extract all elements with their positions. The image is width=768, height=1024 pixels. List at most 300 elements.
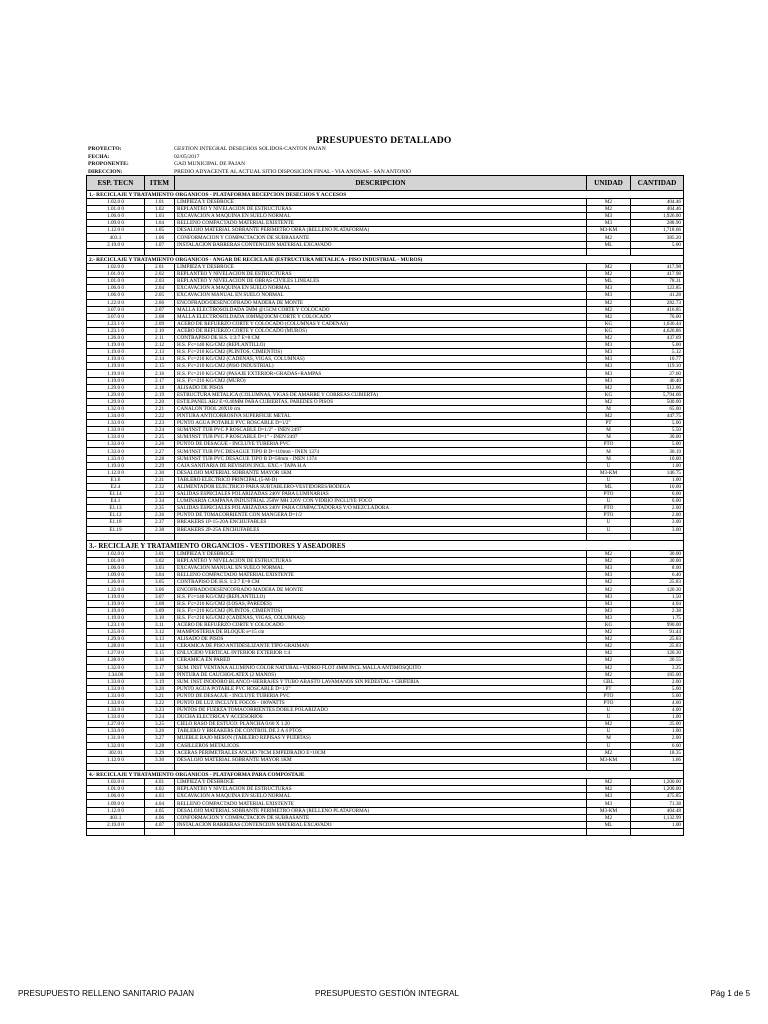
cell-esp-tecn: 1.33.0 0	[87, 678, 145, 685]
cell-cantidad: 417.98	[631, 264, 684, 271]
cell-item: 2.21	[145, 405, 175, 412]
table-row	[87, 206, 684, 213]
cell-item: 2.06	[145, 299, 175, 306]
cell-cantidad: 1.00	[631, 728, 684, 735]
cell-unidad: M3-KM	[587, 807, 631, 814]
cell-descripcion: PUNTO DE TOMACORRIENTE CON MANGERA D=1/2	[175, 512, 587, 519]
cell-item: 2.19	[145, 391, 175, 398]
cell-cantidad: 10.77	[631, 356, 684, 363]
cell-item: 4.06	[145, 814, 175, 821]
cell-esp-tecn: 1.06.0 0	[87, 285, 145, 292]
cell-item: 1.05	[145, 227, 175, 234]
cell-esp-tecn: E1.18	[87, 519, 145, 526]
table-row	[87, 629, 684, 636]
cell-item: 2.32	[145, 483, 175, 490]
table-row	[87, 505, 684, 512]
cell-item: 3.12	[145, 629, 175, 636]
cell-cantidad: 30.19	[631, 448, 684, 455]
cell-cantidad: 6.00	[631, 498, 684, 505]
table-row	[87, 821, 684, 828]
cell-cantidad: 404.48	[631, 807, 684, 814]
cell-esp-tecn: 1.32.0 0	[87, 664, 145, 671]
cell-esp-tecn: E1.19	[87, 526, 145, 533]
project-info	[88, 146, 411, 176]
cell-item: 3.10	[145, 614, 175, 621]
cell-unidad: M3	[587, 285, 631, 292]
cell-unidad: M2	[587, 779, 631, 786]
cell-unidad: M2	[587, 271, 631, 278]
cell-descripcion: SUM/INST TUB PVC P ROSCABLE D=1" - INEN 2497	[175, 434, 587, 441]
table-row	[87, 420, 684, 427]
cell-unidad: PTO	[587, 699, 631, 706]
table-row	[87, 707, 684, 714]
cell-unidad: M2	[587, 814, 631, 821]
cell-esp-tecn: 1.32.0 0	[87, 405, 145, 412]
cell-unidad: M2	[587, 413, 631, 420]
cell-item: 2.28	[145, 455, 175, 462]
cell-cantidad: 5.50	[631, 427, 684, 434]
cell-cantidad: 990.00	[631, 621, 684, 628]
empty-cell	[175, 533, 587, 540]
cell-item: 3.16	[145, 657, 175, 664]
table-row	[87, 370, 684, 377]
section-header-row	[87, 191, 684, 199]
cell-item: 1.03	[145, 213, 175, 220]
table-row	[87, 512, 684, 519]
cell-esp-tecn: 1.19.0 0	[87, 349, 145, 356]
table-row	[87, 621, 684, 628]
cell-descripcion: CONFORMACION Y COMPACTACION DE SUBRASANTE	[175, 814, 587, 821]
table-row	[87, 671, 684, 678]
info-label: FECHA:	[88, 153, 110, 160]
cell-unidad: PTO	[587, 491, 631, 498]
cell-item: 3.18	[145, 671, 175, 678]
cell-descripcion: SUM. INST VENTANA ALUMINIO COLOR NATURAL+VIDRIO FLOT 4MM INCL MALLA ANTIMOSQUITO	[175, 664, 587, 671]
cell-cantidad: 1,718.66	[631, 227, 684, 234]
cell-cantidad: 2.00	[631, 505, 684, 512]
cell-descripcion: CONTRAPISO DE H.S. 1:3:7 E=8 CM	[175, 579, 587, 586]
cell-esp-tecn: 1.09.0 0	[87, 800, 145, 807]
cell-esp-tecn: 1.33.0 0	[87, 455, 145, 462]
cell-esp-tecn: 1.02.0 0	[87, 199, 145, 206]
cell-item: 2.29	[145, 462, 175, 469]
cell-cantidad: 5.00	[631, 441, 684, 448]
cell-esp-tecn: 1.33.0 0	[87, 707, 145, 714]
cell-cantidad: 5.00	[631, 420, 684, 427]
table-row	[87, 614, 684, 621]
table-row	[87, 699, 684, 706]
cell-item: 2.35	[145, 505, 175, 512]
cell-unidad: M	[587, 455, 631, 462]
cell-descripcion: SALIDAS ESPECIALES POLARIZADAS 240V PARA COMPACTADORAS Y/O MEZCLADORA	[175, 505, 587, 512]
cell-descripcion: SUM/INST TUB PVC P ROSCABLE D=1/2" - INEN 2497	[175, 427, 587, 434]
header-cantidad: CANTIDAD	[631, 176, 684, 191]
cell-esp-tecn: 1.33.0 0	[87, 441, 145, 448]
cell-descripcion: SUM/INST TUB PVC DESAGUE TIPO B D=50mm - INEN 1374	[175, 455, 587, 462]
section-header-row	[87, 541, 684, 551]
table-row	[87, 756, 684, 763]
cell-cantidad: 10.00	[631, 483, 684, 490]
cell-descripcion: RELLENO COMPACTADO MATERIAL EXISTENTE	[175, 220, 587, 227]
cell-cantidad: 119.10	[631, 363, 684, 370]
cell-item: 3.15	[145, 650, 175, 657]
table-row	[87, 483, 684, 490]
cell-item: 2.05	[145, 292, 175, 299]
cell-esp-tecn: 1.06.0 0	[87, 292, 145, 299]
cell-descripcion: DUCHA ELECTRICA Y ACCESORIOS	[175, 714, 587, 721]
table-row	[87, 664, 684, 671]
cell-item: 2.14	[145, 356, 175, 363]
cell-esp-tecn: 1.09.0 0	[87, 220, 145, 227]
cell-descripcion: H.S. F'c=210 KG/CM2 (PASAJE EXTERIOR+GRADAS+RAMPAS	[175, 370, 587, 377]
table-row	[87, 600, 684, 607]
info-row	[88, 154, 411, 162]
cell-item: 2.24	[145, 427, 175, 434]
cell-cantidad: 416.85	[631, 306, 684, 313]
cell-item: 3.03	[145, 565, 175, 572]
cell-descripcion: DESALOJO MATERIAL SOBRANTE PERIMETRO OBRA (RELLENO PLATAFORMA)	[175, 807, 587, 814]
cell-item: 1.01	[145, 199, 175, 206]
cell-cantidad: 3.25	[631, 664, 684, 671]
cell-item: 4.07	[145, 821, 175, 828]
cell-esp-tecn: 1.01.0 0	[87, 558, 145, 565]
cell-unidad: U	[587, 714, 631, 721]
cell-descripcion: H.S. F'c=210 KG/CM2 (CADENAS, VIGAS, COLUMNAS)	[175, 356, 587, 363]
cell-item: 2.11	[145, 334, 175, 341]
cell-esp-tecn: 2.19.0 0	[87, 241, 145, 248]
cell-descripcion: CAJA SANITARIA DE REVISION INCL. EXC.+ TAPA H.A	[175, 462, 587, 469]
table-row	[87, 491, 684, 498]
cell-cantidad: 4,626.86	[631, 327, 684, 334]
cell-cantidad: 3.00	[631, 519, 684, 526]
cell-unidad: M3	[587, 342, 631, 349]
cell-descripcion: LIMPIEZA Y DESBROCE	[175, 551, 587, 558]
cell-descripcion: DESALOJO MATERIAL SOBRANTE MAYOR 1KM	[175, 756, 587, 763]
cell-cantidad: 4.00	[631, 707, 684, 714]
table-row	[87, 469, 684, 476]
cell-item: 3.08	[145, 600, 175, 607]
cell-unidad: ML	[587, 278, 631, 285]
table-row	[87, 749, 684, 756]
header-item: ITEM	[145, 176, 175, 191]
table-row	[87, 476, 684, 483]
cell-esp-tecn: 1.31.0 0	[87, 735, 145, 742]
cell-item: 2.09	[145, 320, 175, 327]
cell-item: 2.25	[145, 434, 175, 441]
cell-unidad: M3	[587, 614, 631, 621]
table-row	[87, 334, 684, 341]
cell-esp-tecn: 1.19.0 0	[87, 593, 145, 600]
footer-center-text: PRESUPUESTO GESTIÓN INTEGRAL	[315, 989, 460, 998]
cell-cantidad: 123.85	[631, 285, 684, 292]
cell-unidad: M2	[587, 664, 631, 671]
table-row	[87, 692, 684, 699]
cell-esp-tecn: 1.29.0 0	[87, 636, 145, 643]
cell-unidad: M2	[587, 749, 631, 756]
table-row	[87, 327, 684, 334]
table-row	[87, 391, 684, 398]
section-title: 2.- RECICLAJE Y TRATAMIENTO ORGANICOS - ANGAR DE RECICLAJE (ESTRUCTURA METALICA - PISO INDUSTRIAL - MUROS)	[87, 256, 684, 264]
cell-item: 1.06	[145, 234, 175, 241]
cell-esp-tecn: E4.1	[87, 498, 145, 505]
cell-descripcion: LIMPIEZA Y DESBROCE	[175, 779, 587, 786]
cell-unidad: PTO	[587, 512, 631, 519]
cell-cantidad: 1.50	[631, 593, 684, 600]
cell-unidad: M	[587, 434, 631, 441]
cell-esp-tecn: 1.32.0 0	[87, 742, 145, 749]
empty-cell	[587, 828, 631, 835]
cell-unidad: M3	[587, 213, 631, 220]
budget-table	[86, 175, 684, 836]
cell-cantidad: 25.83	[631, 579, 684, 586]
cell-descripcion: ESTRUCTURA METALICA (COLUMNAS, VIGAS DE AMARRE Y CORREAS CUBIERTA)	[175, 391, 587, 398]
footer-left-text: PRESUPUESTO RELLENO SANITARIO PAJAN	[18, 989, 195, 998]
cell-descripcion: REPLANTEO Y NIVELACION DE ESTRUCTURAS	[175, 786, 587, 793]
cell-descripcion: TABLERO Y BREAKERS DE CONTROL DE 2 A 4 PTOS	[175, 728, 587, 735]
cell-esp-tecn: 1.25.0 0	[87, 629, 145, 636]
cell-descripcion: ACERO DE REFUERZO CORTE Y COLOCADO	[175, 621, 587, 628]
cell-esp-tecn: 1.22.0 0	[87, 586, 145, 593]
cell-descripcion: BREAKERS 2P-25A ENCHUFABLES	[175, 526, 587, 533]
cell-unidad: M2	[587, 586, 631, 593]
table-row	[87, 384, 684, 391]
cell-descripcion: EXCAVACION MANUAL EN SUELO NORMAL	[175, 565, 587, 572]
table-row	[87, 299, 684, 306]
cell-item: 3.09	[145, 607, 175, 614]
table-row	[87, 213, 684, 220]
cell-descripcion: LIMPIEZA Y DESBROCE	[175, 199, 587, 206]
table-body	[87, 191, 684, 836]
cell-descripcion: MAMPOSTERIA DE BLOQUE e=15 cm	[175, 629, 587, 636]
cell-esp-tecn: 1.29.0 0	[87, 384, 145, 391]
cell-cantidad: 6.40	[631, 572, 684, 579]
cell-item: 4.02	[145, 786, 175, 793]
cell-item: 3.19	[145, 678, 175, 685]
cell-esp-tecn: 1.19.0 0	[87, 356, 145, 363]
cell-esp-tecn: 1.22.0 0	[87, 299, 145, 306]
cell-descripcion: ACERO DE REFUERZO CORTE Y COLOCADO (COLUMNAS Y CADENAS)	[175, 320, 587, 327]
cell-cantidad: 1.00	[631, 714, 684, 721]
cell-cantidad: 91.44	[631, 629, 684, 636]
cell-item: 2.12	[145, 342, 175, 349]
cell-item: 3.11	[145, 621, 175, 628]
cell-unidad: M2	[587, 657, 631, 664]
cell-cantidad: 27.60	[631, 370, 684, 377]
cell-unidad: M3	[587, 370, 631, 377]
table-row	[87, 349, 684, 356]
table-row	[87, 565, 684, 572]
cell-unidad: M	[587, 735, 631, 742]
cell-cantidad: 20.55	[631, 657, 684, 664]
spacer-row	[87, 248, 684, 255]
cell-unidad: U	[587, 519, 631, 526]
table-row	[87, 413, 684, 420]
cell-cantidad: 2.00	[631, 512, 684, 519]
table-row	[87, 593, 684, 600]
cell-esp-tecn: E1.6	[87, 476, 145, 483]
cell-descripcion: MUEBLE BAJO MESON (TABLERO REPISAS Y PUERTAS)	[175, 735, 587, 742]
info-row	[88, 161, 411, 169]
cell-unidad: U	[587, 476, 631, 483]
cell-item: 1.02	[145, 206, 175, 213]
cell-item: 2.10	[145, 327, 175, 334]
cell-descripcion: TABLERO ELECTRICO PRINCIPAL (5-M-D)	[175, 476, 587, 483]
table-row	[87, 313, 684, 320]
cell-esp-tecn: 1.27.0 0	[87, 721, 145, 728]
cell-cantidad: 1,132.99	[631, 814, 684, 821]
cell-cantidad: 1.00	[631, 462, 684, 469]
cell-cantidad: 1,636.44	[631, 320, 684, 327]
cell-cantidad: 1.66	[631, 756, 684, 763]
cell-esp-tecn: 1.33.0 0	[87, 728, 145, 735]
cell-item: 2.13	[145, 349, 175, 356]
cell-item: 3.05	[145, 579, 175, 586]
cell-descripcion: ENCOFRADO/DESENCOFRADO MADERA DE MONTE	[175, 586, 587, 593]
info-row	[88, 146, 411, 154]
table-row	[87, 800, 684, 807]
table-row	[87, 462, 684, 469]
cell-item: 3.28	[145, 742, 175, 749]
cell-esp-tecn: 1.19.0 0	[87, 607, 145, 614]
cell-descripcion: SALIDAS ESPECIALES POLARIZADAS 240V PARA LUMINARIAS	[175, 491, 587, 498]
cell-item: 2.26	[145, 441, 175, 448]
cell-esp-tecn: 1.33.0 0	[87, 714, 145, 721]
cell-esp-tecn: 1.28.0 0	[87, 643, 145, 650]
cell-unidad: U	[587, 707, 631, 714]
cell-descripcion: CASILLEROS METALICOS	[175, 742, 587, 749]
cell-cantidad: 1,200.00	[631, 786, 684, 793]
cell-descripcion: MALLA ELECTROSOLDADA 10MM@20CM CORTE Y COLOCADO	[175, 313, 587, 320]
cell-cantidad: 447.75	[631, 413, 684, 420]
cell-item: 1.04	[145, 220, 175, 227]
cell-cantidad: 385.20	[631, 234, 684, 241]
cell-descripcion: CERAMICA DE PISO ANTIDESLIZANTE TIPO GRAIMAN	[175, 643, 587, 650]
cell-unidad: M2	[587, 398, 631, 405]
cell-cantidad: 25.00	[631, 721, 684, 728]
cell-descripcion: CONTRAPISO DE H.S. 1:3:7 E=8 CM	[175, 334, 587, 341]
cell-item: 3.24	[145, 714, 175, 721]
cell-esp-tecn: 1.12.0 0	[87, 756, 145, 763]
spacer-row	[87, 763, 684, 770]
cell-esp-tecn: 1.34.00	[87, 671, 145, 678]
table-row	[87, 779, 684, 786]
cell-cantidad: 5.00	[631, 692, 684, 699]
cell-item: 2.08	[145, 313, 175, 320]
empty-cell	[587, 763, 631, 770]
info-label: PROPONENTE:	[88, 161, 129, 168]
cell-esp-tecn: 1.06.0 0	[87, 565, 145, 572]
cell-item: 3.22	[145, 699, 175, 706]
cell-cantidad: 18.35	[631, 749, 684, 756]
empty-cell	[631, 828, 684, 835]
cell-cantidad: 475.85	[631, 793, 684, 800]
cell-esp-tecn: 1.02.0 0	[87, 264, 145, 271]
cell-descripcion: H.S. F'c=140 KG/CM2 (REPLANTILLO)	[175, 342, 587, 349]
cell-unidad: PT	[587, 685, 631, 692]
cell-item: 2.01	[145, 264, 175, 271]
cell-item: 2.36	[145, 512, 175, 519]
table-row	[87, 558, 684, 565]
cell-cantidad: 120.30	[631, 650, 684, 657]
table-row	[87, 714, 684, 721]
cell-item: 2.30	[145, 469, 175, 476]
cell-item: 2.38	[145, 526, 175, 533]
table-row	[87, 786, 684, 793]
table-header-row	[87, 176, 684, 191]
cell-item: 2.27	[145, 448, 175, 455]
cell-cantidad: 30.00	[631, 551, 684, 558]
header-descripcion: DESCRIPCION	[175, 176, 587, 191]
cell-cantidad: 46.40	[631, 377, 684, 384]
table-row	[87, 320, 684, 327]
cell-item: 2.18	[145, 384, 175, 391]
table-row	[87, 793, 684, 800]
cell-esp-tecn: 1.23.1 0	[87, 327, 145, 334]
cell-cantidad: 5,794.66	[631, 391, 684, 398]
info-label: PROYECTO:	[88, 146, 122, 152]
table-row	[87, 657, 684, 664]
cell-descripcion: RELLENO COMPACTADO MATERIAL EXISTENTE	[175, 800, 587, 807]
cell-descripcion: EXCAVACION A MAQUINA EN SUELO NORMAL	[175, 213, 587, 220]
cell-cantidad: 5.00	[631, 685, 684, 692]
cell-cantidad: 71.38	[631, 800, 684, 807]
cell-cantidad: 1.00	[631, 476, 684, 483]
cell-esp-tecn: 1.28.0 0	[87, 657, 145, 664]
table-row	[87, 551, 684, 558]
cell-descripcion: REPLANTEO Y NIVELACION DE ESTRUCTURAS	[175, 271, 587, 278]
cell-esp-tecn: 1.01.0 0	[87, 278, 145, 285]
cell-cantidad: 282.73	[631, 299, 684, 306]
cell-unidad: M2	[587, 721, 631, 728]
cell-descripcion: PINTURA ANTICORROSIVA SUPERFICIE METAL	[175, 413, 587, 420]
table-row	[87, 579, 684, 586]
cell-item: 3.23	[145, 707, 175, 714]
cell-unidad: M2	[587, 313, 631, 320]
cell-esp-tecn: 1.33.0 0	[87, 420, 145, 427]
cell-unidad: M3	[587, 565, 631, 572]
cell-unidad: M3	[587, 220, 631, 227]
empty-cell	[87, 763, 145, 770]
cell-unidad: M3	[587, 793, 631, 800]
cell-esp-tecn: 403.1	[87, 814, 145, 821]
cell-descripcion: BREAKERS 1P-15-20A ENCHUFABLES	[175, 519, 587, 526]
cell-unidad: M2	[587, 206, 631, 213]
cell-unidad: M2	[587, 334, 631, 341]
cell-esp-tecn: E1.13	[87, 505, 145, 512]
table-row	[87, 721, 684, 728]
cell-unidad: M2	[587, 671, 631, 678]
cell-unidad: M2	[587, 384, 631, 391]
cell-descripcion: ESTILPANEL AR2 E=0.40MM PARA CUBIERTAS, PAREDES O PISOS	[175, 398, 587, 405]
cell-unidad: M3-KM	[587, 756, 631, 763]
empty-cell	[145, 248, 175, 255]
cell-descripcion: ALISADO DE PISOS	[175, 636, 587, 643]
cell-esp-tecn: 1.27.0 0	[87, 650, 145, 657]
cell-unidad: M3	[587, 593, 631, 600]
cell-item: 3.14	[145, 643, 175, 650]
cell-unidad: M2	[587, 199, 631, 206]
table-row	[87, 342, 684, 349]
table-row	[87, 519, 684, 526]
cell-cantidad: 1.75	[631, 614, 684, 621]
cell-item: 3.13	[145, 636, 175, 643]
cell-descripcion: SUM/INST TUB PVC DESAGUE TIPO B D=110mm - INEN 1374	[175, 448, 587, 455]
cell-unidad: U	[587, 728, 631, 735]
cell-unidad: M	[587, 448, 631, 455]
document-title: PRESUPUESTO DETALLADO	[316, 136, 452, 146]
cell-descripcion: REPLANTEO Y NIVELACION DE ESTRUCTURAS	[175, 206, 587, 213]
cell-descripcion: H.S. F'c=210 KG/CM2 (PLINTOS, CIMIENTOS)	[175, 349, 587, 356]
